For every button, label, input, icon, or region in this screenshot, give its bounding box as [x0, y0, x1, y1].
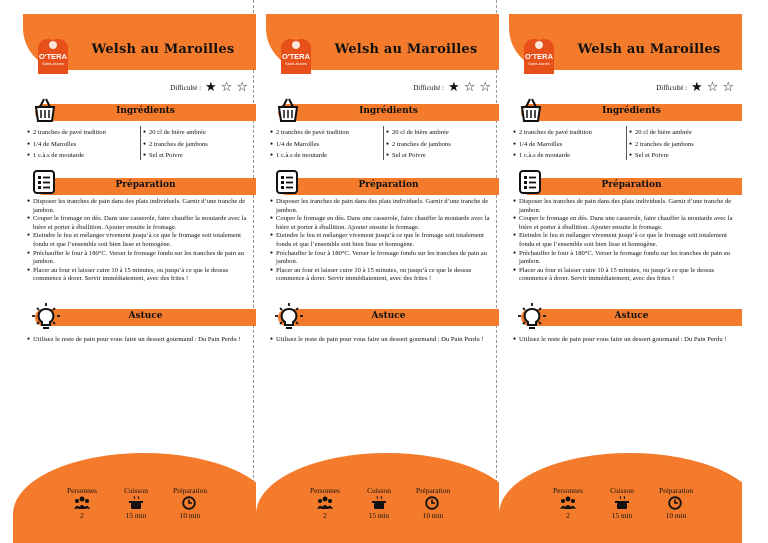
persons-value: 2 [566, 511, 570, 520]
star-empty-icon: ☆ [463, 80, 476, 95]
ingredient-item: ● Sel et Poivre [386, 150, 499, 162]
persons-label: Personnes [553, 486, 583, 495]
step-item: ● Placer au four et laisser cuire 10 à 15 minutes, ou jusqu’à ce que le dessus commence à dorer. Servir immédiatement, avec des frites ! [513, 267, 737, 284]
prep-time-value: 10 min [422, 511, 444, 520]
step-item: ● Couper le fromage en dés. Dans une casserole, faire chauffer la moutarde avec la bière et porter à ébullition. Ajouter ensuite le fromage. [270, 215, 494, 232]
ingredient-item: ● Sel et Poivre [143, 150, 256, 162]
step-item: ● Préchauffer le four à 180°C. Verser le fromage fondu sur les tranches de pain au jambon. [513, 250, 737, 267]
step-item: ● Eteindre le feu et mélanger vivement jusqu’à ce que le fromage soit totalement fondu et que l’ensemble soit bien lisse et homogène. [27, 232, 251, 249]
cooking-label: Cuisson [367, 486, 391, 495]
prep-time-label: Préparation [658, 486, 694, 495]
ingredient-item: ● 1 c.à.s de moutarde [270, 150, 385, 162]
ingredient-item: ● 1/4 de Maroilles [513, 139, 628, 151]
people-icon [317, 496, 333, 509]
preparation-steps [513, 198, 737, 284]
ingredient-item: ● 2 tranches de jambons [629, 139, 742, 151]
recipe-title: Welsh au Maroilles [91, 42, 235, 57]
step-item: ● Disposer les tranches de pain dans des plats individuels. Garnir d’une tranche de jambon. [513, 198, 737, 215]
ingredient-item: ● 20 cl de bière ambrée [629, 127, 742, 139]
lightbulb-icon [517, 302, 547, 332]
ingredients-band [278, 104, 499, 121]
tip-text: ● Utilisez le reste de pain pour vous faire un dessert gourmand : Du Pain Perdu ! [513, 336, 742, 345]
star-empty-icon: ☆ [236, 80, 248, 95]
star-filled-icon: ★ [205, 80, 217, 95]
ingredient-item: ● 2 tranches de pavé tradition [270, 127, 385, 139]
people-icon [560, 496, 576, 509]
cooking-value: 15 min [368, 511, 390, 520]
checklist-icon [517, 168, 543, 196]
ingredient-item: ● Sel et Poivre [629, 150, 742, 162]
recipe-title: Welsh au Maroilles [334, 42, 478, 57]
star-filled-icon: ★ [448, 80, 460, 95]
tip-text: ● Utilisez le reste de pain pour vous faire un dessert gourmand : Du Pain Perdu ! [270, 336, 499, 345]
star-empty-icon: ☆ [479, 80, 491, 95]
brand-sub: Saint-Aunes [42, 61, 64, 66]
ingredients-divider [383, 126, 384, 160]
difficulty [170, 81, 248, 94]
recipe-card [256, 0, 499, 543]
recipe-card [499, 0, 742, 543]
cooking-label: Cuisson [124, 486, 148, 495]
clock-icon [182, 496, 196, 510]
ingredient-item: ● 1 c.à.s de moutarde [513, 150, 628, 162]
ingredients-divider [140, 126, 141, 160]
persons-value: 2 [80, 511, 84, 520]
ingredient-item: ● 20 cl de bière ambrée [386, 127, 499, 139]
preparation-steps [270, 198, 494, 284]
cooking-value: 15 min [611, 511, 633, 520]
preparation-heading: Préparation [358, 180, 419, 190]
brand-name: O'TERA [524, 52, 554, 61]
tip-text: ● Utilisez le reste de pain pour vous faire un dessert gourmand : Du Pain Perdu ! [27, 336, 256, 345]
cooking-pot-icon [128, 496, 144, 509]
preparation-band [35, 178, 256, 195]
step-item: ● Préchauffer le four à 180°C. Verser le fromage fondu sur les tranches de pain au jambon. [27, 250, 251, 267]
step-item: ● Eteindre le feu et mélanger vivement jusqu’à ce que le fromage soit totalement fondu et que l’ensemble soit bien lisse et homogène. [270, 232, 494, 249]
star-filled-icon: ★ [691, 80, 703, 95]
cooking-value: 15 min [125, 511, 147, 520]
lightbulb-icon [274, 302, 304, 332]
persons-value: 2 [323, 511, 327, 520]
step-item: ● Placer au four et laisser cuire 10 à 15 minutes, ou jusqu’à ce que le dessus commence à dorer. Servir immédiatement, avec des frites ! [270, 267, 494, 284]
difficulty [413, 81, 491, 94]
prep-time-label: Préparation [415, 486, 451, 495]
cooking-pot-icon [614, 496, 630, 509]
preparation-band [278, 178, 499, 195]
star-empty-icon: ☆ [722, 80, 734, 95]
step-item: ● Eteindre le feu et mélanger vivement jusqu’à ce que le fromage soit totalement fondu et que l’ensemble soit bien lisse et homogène. [513, 232, 737, 249]
basket-icon [517, 96, 545, 124]
ingredients-heading: Ingrédients [602, 106, 661, 116]
ingredient-item: ● 2 tranches de jambons [386, 139, 499, 151]
persons-label: Personnes [67, 486, 97, 495]
tip-band [278, 309, 499, 326]
ingredient-item: ● 1 c.à.s de moutarde [27, 150, 142, 162]
people-icon [74, 496, 90, 509]
tip-heading: Astuce [371, 311, 406, 321]
brand-name: O'TERA [281, 52, 311, 61]
tip-band [35, 309, 256, 326]
step-item: ● Disposer les tranches de pain dans des plats individuels. Garnir d’une tranche de jambon. [270, 198, 494, 215]
difficulty [656, 81, 734, 94]
difficulty-label: Difficulté : [170, 83, 202, 92]
preparation-band [521, 178, 742, 195]
star-empty-icon: ☆ [220, 80, 233, 95]
ingredient-item: ● 1/4 de Maroilles [270, 139, 385, 151]
tip-heading: Astuce [128, 311, 163, 321]
preparation-heading: Préparation [601, 180, 662, 190]
ingredient-item: ● 20 cl de bière ambrée [143, 127, 256, 139]
ingredients-heading: Ingrédients [359, 106, 418, 116]
brand-sub: Saint-Aunes [285, 61, 307, 66]
cooking-pot-icon [371, 496, 387, 509]
star-empty-icon: ☆ [706, 80, 719, 95]
recipe-title: Welsh au Maroilles [577, 42, 721, 57]
checklist-icon [274, 168, 300, 196]
ingredient-item: ● 2 tranches de jambons [143, 139, 256, 151]
ingredients-band [521, 104, 742, 121]
ingredients-heading: Ingrédients [116, 106, 175, 116]
prep-time-value: 10 min [665, 511, 687, 520]
tip-heading: Astuce [614, 311, 649, 321]
step-item: ● Couper le fromage en dés. Dans une casserole, faire chauffer la moutarde avec la bière et porter à ébullition. Ajouter ensuite le fromage. [513, 215, 737, 232]
ingredient-item: ● 2 tranches de pavé tradition [513, 127, 628, 139]
ingredient-item: ● 2 tranches de pavé tradition [27, 127, 142, 139]
step-item: ● Disposer les tranches de pain dans des plats individuels. Garnir d’une tranche de jambon. [27, 198, 251, 215]
recipe-card [13, 0, 256, 543]
cooking-label: Cuisson [610, 486, 634, 495]
brand-sub: Saint-Aunes [528, 61, 550, 66]
difficulty-label: Difficulté : [656, 83, 688, 92]
checklist-icon [31, 168, 57, 196]
lightbulb-icon [31, 302, 61, 332]
basket-icon [274, 96, 302, 124]
ingredients-band [35, 104, 256, 121]
basket-icon [31, 96, 59, 124]
preparation-steps [27, 198, 251, 284]
difficulty-label: Difficulté : [413, 83, 445, 92]
step-item: ● Préchauffer le four à 180°C. Verser le fromage fondu sur les tranches de pain au jambon. [270, 250, 494, 267]
brand-name: O'TERA [38, 52, 68, 61]
clock-icon [425, 496, 439, 510]
tip-band [521, 309, 742, 326]
ingredient-item: ● 1/4 de Maroilles [27, 139, 142, 151]
ingredients-divider [626, 126, 627, 160]
prep-time-label: Préparation [172, 486, 208, 495]
clock-icon [668, 496, 682, 510]
step-item: ● Placer au four et laisser cuire 10 à 15 minutes, ou jusqu’à ce que le dessus commence à dorer. Servir immédiatement, avec des frites ! [27, 267, 251, 284]
preparation-heading: Préparation [115, 180, 176, 190]
step-item: ● Couper le fromage en dés. Dans une casserole, faire chauffer la moutarde avec la bière et porter à ébullition. Ajouter ensuite le fromage. [27, 215, 251, 232]
prep-time-value: 10 min [179, 511, 201, 520]
persons-label: Personnes [310, 486, 340, 495]
